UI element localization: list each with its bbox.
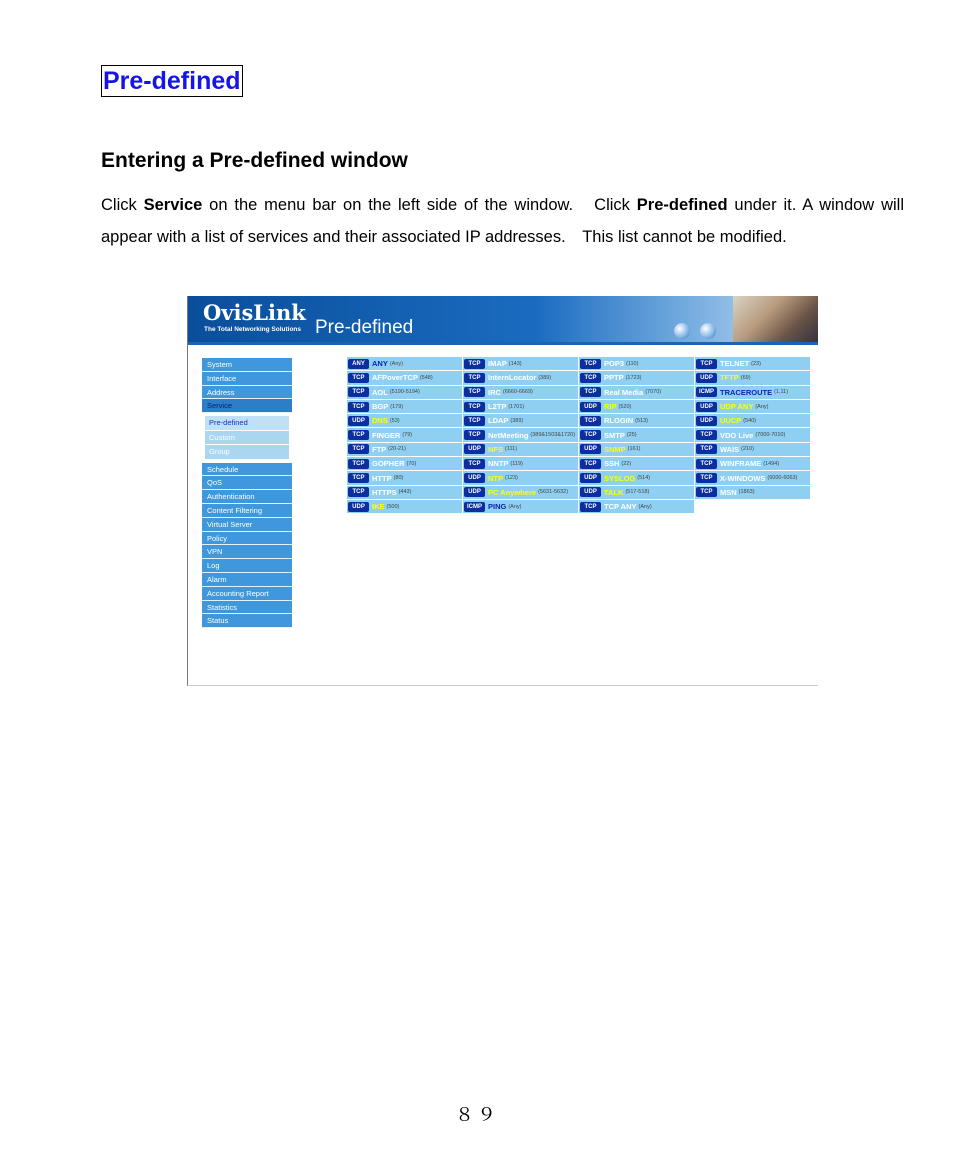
protocol-badge: TCP: [464, 402, 485, 412]
protocol-badge: UDP: [696, 402, 717, 412]
protocol-badge: UDP: [348, 416, 369, 426]
service-entry-rip[interactable]: [579, 400, 695, 414]
service-port: (7070): [645, 389, 662, 396]
service-port: (79): [402, 432, 413, 439]
service-name: AOL: [372, 387, 388, 397]
protocol-badge: TCP: [580, 502, 601, 512]
service-entry-ftp[interactable]: [347, 443, 463, 457]
service-entry-aol[interactable]: [347, 386, 463, 400]
service-name: SNMP: [604, 444, 626, 454]
menu-item-address[interactable]: Address: [202, 386, 292, 400]
window-title: Pre-defined: [315, 317, 414, 338]
menu-item-authentication[interactable]: Authentication: [202, 490, 292, 504]
protocol-badge: UDP: [696, 373, 717, 383]
protocol-badge: TCP: [348, 373, 369, 383]
menu-item-log[interactable]: Log: [202, 559, 292, 573]
body-text-3: under it. A window will appear with a list of services and their associated IP addresses. This list cannot be modified.: [101, 196, 904, 246]
service-name: UDP ANY: [720, 402, 754, 412]
service-port: (520): [618, 403, 632, 410]
protocol-badge: TCP: [464, 359, 485, 369]
menu-item-content-filtering[interactable]: Content Filtering: [202, 504, 292, 518]
service-name: RLOGIN: [604, 416, 634, 426]
service-port: (20-21): [388, 446, 406, 453]
menu-item-status[interactable]: Status: [202, 614, 292, 628]
protocol-badge: TCP: [696, 359, 717, 369]
service-name: BGP: [372, 402, 389, 412]
service-entry-any[interactable]: [347, 357, 463, 371]
service-port: (53): [389, 417, 400, 424]
service-port: (123): [505, 475, 518, 482]
side-menu: [202, 358, 292, 628]
service-name: UUCP: [720, 416, 742, 426]
service-entry-ntp[interactable]: [463, 471, 579, 485]
service-port: (5631-5632): [538, 489, 569, 496]
service-name: InternLocator: [488, 373, 537, 383]
service-port: (Any): [755, 403, 769, 410]
service-name: SSH: [604, 459, 620, 469]
service-port: (179): [390, 403, 404, 410]
service-port: (7000-7010): [755, 432, 786, 439]
service-name: FTP: [372, 444, 387, 454]
service-name: PPTP: [604, 373, 624, 383]
service-name: L2TP: [488, 402, 507, 412]
service-name: NTP: [488, 473, 503, 483]
predefined-window-screenshot: [187, 296, 818, 686]
service-entry-ike[interactable]: [347, 500, 463, 514]
service-entry-bgp[interactable]: [347, 400, 463, 414]
globe-icon: [700, 323, 716, 339]
service-entry-pop3[interactable]: [579, 357, 695, 371]
services-grid: [347, 357, 811, 514]
pre-defined-term: Pre-defined: [636, 196, 728, 214]
service-port: (548): [419, 374, 433, 381]
service-port: (Any): [389, 360, 403, 367]
protocol-badge: UDP: [580, 473, 601, 483]
service-port: (389): [510, 417, 524, 424]
protocol-badge: UDP: [464, 444, 485, 454]
service-port: (22): [621, 460, 632, 467]
service-entry-telnet[interactable]: [695, 357, 811, 371]
protocol-badge: TCP: [348, 459, 369, 469]
service-port: (5190-5194): [389, 389, 420, 396]
service-name: NetMeeting: [488, 430, 529, 440]
protocol-badge: UDP: [348, 502, 369, 512]
protocol-badge: TCP: [348, 430, 369, 440]
service-port: (514): [637, 475, 651, 482]
service-port: (1,11): [774, 389, 789, 396]
service-name: SYSLOG: [604, 473, 636, 483]
menu-item-service[interactable]: Service: [202, 399, 292, 413]
service-entry-netmeeting[interactable]: [463, 428, 579, 442]
service-name: POP3: [604, 359, 625, 369]
service-name: Real Media: [604, 387, 644, 397]
service-port: (1701): [508, 403, 525, 410]
service-entry-nfs[interactable]: [463, 443, 579, 457]
instruction-paragraph: [101, 189, 904, 253]
service-port: (500): [386, 503, 400, 510]
service-entry-traceroute[interactable]: [695, 386, 811, 400]
protocol-badge: TCP: [348, 473, 369, 483]
protocol-badge: TCP: [348, 402, 369, 412]
service-name: NNTP: [488, 459, 509, 469]
service-name: TFTP: [720, 373, 739, 383]
protocol-badge: TCP: [580, 416, 601, 426]
service-entry-afpovertcp[interactable]: [347, 371, 463, 385]
banner: [188, 296, 818, 342]
service-entry-dns[interactable]: [347, 414, 463, 428]
subheading: Entering a Pre-defined window: [101, 149, 408, 172]
service-entry-irc[interactable]: [463, 386, 579, 400]
submenu-item-pre-defined[interactable]: Pre-defined: [205, 416, 289, 431]
protocol-badge: TCP: [464, 459, 485, 469]
service-entry-udp-any[interactable]: [695, 400, 811, 414]
protocol-badge: TCP: [580, 373, 601, 383]
service-entry-talk[interactable]: [579, 486, 695, 500]
protocol-badge: TCP: [348, 444, 369, 454]
service-port: (1494): [763, 460, 780, 467]
body-text-1: Click: [101, 196, 144, 214]
protocol-badge: TCP: [580, 387, 601, 397]
service-name: AFPoverTCP: [372, 373, 418, 383]
banner-photo: [733, 296, 818, 342]
service-port: (161): [627, 446, 641, 453]
brand-logo: OvisLink: [203, 300, 306, 325]
service-entry-x-windows[interactable]: [695, 471, 811, 485]
service-port: (69): [740, 374, 751, 381]
service-entry-vdo-live[interactable]: [695, 428, 811, 442]
service-name: TRACEROUTE: [720, 387, 773, 397]
service-name: TALK: [604, 487, 624, 497]
protocol-badge: TCP: [696, 430, 717, 440]
service-port: (119): [510, 460, 523, 467]
service-port: (80): [393, 475, 404, 482]
protocol-badge: TCP: [348, 387, 369, 397]
service-port: (443): [398, 489, 412, 496]
service-name: LDAP: [488, 416, 509, 426]
service-entry-winframe[interactable]: [695, 457, 811, 471]
menu-item-schedule[interactable]: Schedule: [202, 463, 292, 477]
menu-item-accounting-report[interactable]: Accounting Report: [202, 587, 292, 601]
service-entry-tftp[interactable]: [695, 371, 811, 385]
service-name: PING: [488, 502, 507, 512]
protocol-badge: TCP: [464, 387, 485, 397]
service-name: RIP: [604, 402, 617, 412]
service-port: (1723): [625, 374, 642, 381]
service-name: ANY: [372, 359, 388, 369]
submenu-item-group[interactable]: Group: [205, 445, 289, 460]
service-entry-snmp[interactable]: [579, 443, 695, 457]
protocol-badge: UDP: [580, 487, 601, 497]
service-port: (513): [635, 417, 649, 424]
protocol-badge: TCP: [464, 416, 485, 426]
service-port: (1863): [738, 489, 755, 496]
service-port: (143): [508, 360, 522, 367]
protocol-badge: TCP: [348, 487, 369, 497]
service-name: SMTP: [604, 430, 625, 440]
service-name: WAIS: [720, 444, 740, 454]
service-entry-pc-anywhere[interactable]: [463, 486, 579, 500]
service-entry-real-media[interactable]: [579, 386, 695, 400]
protocol-badge: UDP: [464, 473, 485, 483]
service-entry-msn[interactable]: [695, 486, 811, 500]
service-entry-rlogin[interactable]: [579, 414, 695, 428]
globe-icon: [674, 323, 690, 339]
menu-item-interface[interactable]: Interface: [202, 372, 292, 386]
service-entry-ssh[interactable]: [579, 457, 695, 471]
service-name: TCP ANY: [604, 502, 637, 512]
protocol-badge: TCP: [696, 459, 717, 469]
service-port: (540): [743, 417, 757, 424]
service-name: HTTP: [372, 473, 392, 483]
protocol-badge: ICMP: [464, 502, 485, 512]
protocol-badge: TCP: [580, 459, 601, 469]
body-text-2: on the menu bar on the left side of the window. Click: [202, 196, 637, 214]
service-name: HTTPS: [372, 487, 397, 497]
service-entry-finger[interactable]: [347, 428, 463, 442]
service-port: (517-518): [625, 489, 650, 496]
service-name: MSN: [720, 487, 737, 497]
protocol-badge: TCP: [696, 487, 717, 497]
protocol-badge: UDP: [696, 416, 717, 426]
service-entry-https[interactable]: [347, 486, 463, 500]
service-entry-wais[interactable]: [695, 443, 811, 457]
service-entry-ldap[interactable]: [463, 414, 579, 428]
service-name: FINGER: [372, 430, 401, 440]
service-entry-tcp-any[interactable]: [579, 500, 695, 514]
protocol-badge: TCP: [580, 430, 601, 440]
menu-item-vpn[interactable]: VPN: [202, 545, 292, 559]
service-name: NFS: [488, 444, 503, 454]
service-name: X-WINDOWS: [720, 473, 766, 483]
menu-item-alarm[interactable]: Alarm: [202, 573, 292, 587]
service-name: IMAP: [488, 359, 507, 369]
menu-item-virtual-server[interactable]: Virtual Server: [202, 518, 292, 532]
service-name: GOPHER: [372, 459, 405, 469]
submenu-item-custom[interactable]: Custom: [205, 431, 289, 446]
empty-cell: [695, 500, 811, 514]
service-entry-nntp[interactable]: [463, 457, 579, 471]
protocol-badge: UDP: [580, 444, 601, 454]
service-port: (110): [626, 360, 639, 367]
service-port: (210): [741, 446, 755, 453]
service-port: (25): [626, 432, 637, 439]
menu-item-system[interactable]: System: [202, 358, 292, 372]
protocol-badge: TCP: [464, 373, 485, 383]
service-term: Service: [143, 196, 203, 214]
protocol-badge: UDP: [580, 402, 601, 412]
service-port: (Any): [508, 503, 522, 510]
protocol-badge: TCP: [580, 359, 601, 369]
protocol-badge: ANY: [348, 359, 369, 369]
service-port: (Any): [638, 503, 652, 510]
service-entry-ping[interactable]: [463, 500, 579, 514]
service-entry-syslog[interactable]: [579, 471, 695, 485]
service-entry-pptp[interactable]: [579, 371, 695, 385]
service-entry-internlocator[interactable]: [463, 371, 579, 385]
service-entry-smtp[interactable]: [579, 428, 695, 442]
menu-item-qos[interactable]: QoS: [202, 476, 292, 490]
service-name: WINFRAME: [720, 459, 762, 469]
service-submenu: [205, 416, 292, 460]
section-title: Pre-defined: [103, 67, 241, 95]
service-entry-gopher[interactable]: [347, 457, 463, 471]
service-entry-imap[interactable]: [463, 357, 579, 371]
service-name: IRC: [488, 387, 501, 397]
service-port: (389&1503&1720): [530, 432, 576, 439]
protocol-badge: UDP: [464, 487, 485, 497]
page-number: ８９: [454, 1104, 499, 1126]
banner-divider: [188, 342, 818, 345]
menu-item-policy[interactable]: Policy: [202, 532, 292, 546]
service-entry-http[interactable]: [347, 471, 463, 485]
protocol-badge: TCP: [696, 444, 717, 454]
service-port: (70): [406, 460, 417, 467]
service-name: PC Anywhere: [488, 487, 537, 497]
protocol-badge: TCP: [464, 430, 485, 440]
service-entry-l2tp[interactable]: [463, 400, 579, 414]
brand-tagline: The Total Networking Solutions: [204, 326, 302, 333]
service-port: (23): [751, 360, 761, 367]
service-port: (6000-6063): [767, 475, 798, 482]
protocol-badge: ICMP: [696, 387, 717, 397]
service-name: IKE: [372, 502, 385, 512]
service-name: VDO Live: [720, 430, 754, 440]
service-port: (111): [505, 446, 518, 453]
menu-item-statistics[interactable]: Statistics: [202, 601, 292, 615]
service-port: (6660-6669): [502, 389, 533, 396]
service-name: DNS: [372, 416, 388, 426]
service-entry-uucp[interactable]: [695, 414, 811, 428]
service-port: (389): [538, 374, 552, 381]
service-name: TELNET: [720, 359, 750, 369]
protocol-badge: TCP: [696, 473, 717, 483]
